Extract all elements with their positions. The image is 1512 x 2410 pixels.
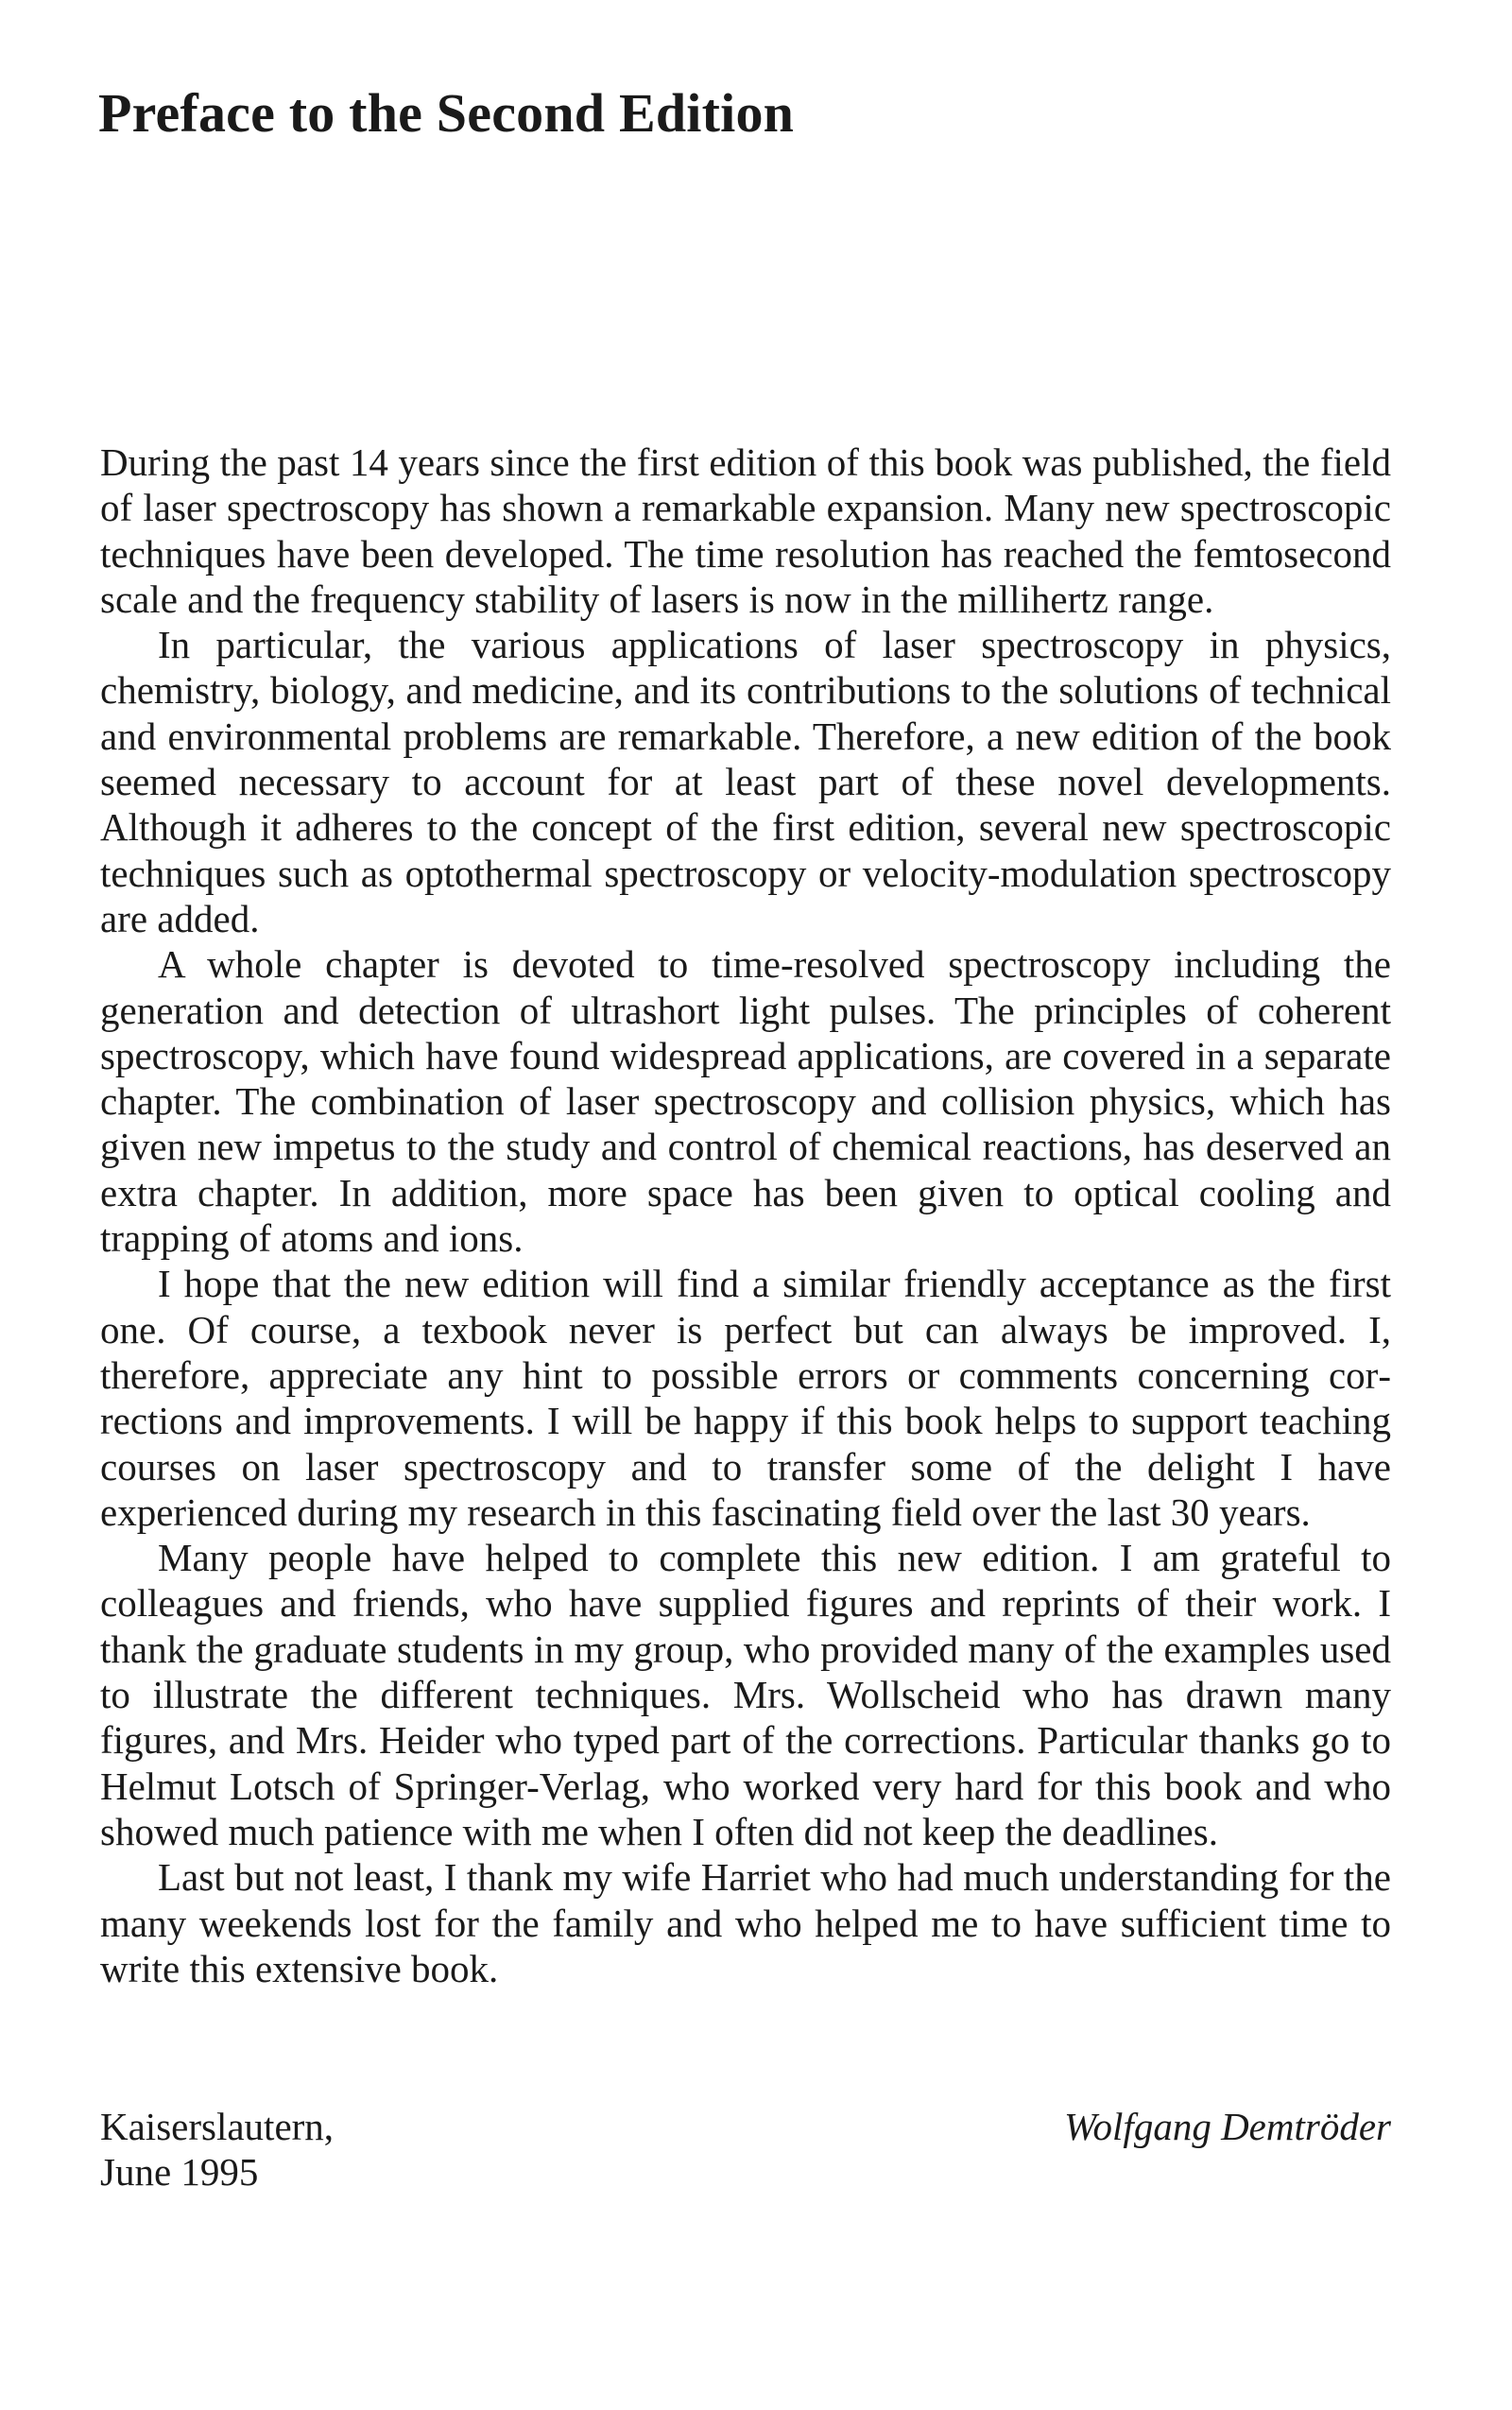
paragraph-1: During the past 14 years since the first edition of this book was published, the field of laser spectroscopy has shown a remarkable expansion. Many new spectroscopic techniques have been developed. The time resolution has reached the femtosecond scale and the frequency stability of lasers is now in the millihertz range. bbox=[100, 440, 1391, 621]
signoff-author: Wolfgang Demtröder bbox=[1064, 2105, 1391, 2148]
paragraph-6: Last but not least, I thank my wife Harriet who had much understanding for the many weekends lost for the family and who helped me to have sufficient time to write this extensive book. bbox=[100, 1855, 1391, 1990]
signoff-date: June 1995 bbox=[100, 2150, 259, 2195]
page-title: Preface to the Second Edition bbox=[98, 82, 795, 144]
paragraph-4: I hope that the new edition will find a similar friendly acceptance as the first one. Of course, a texbook never is perfect but can always be improved. I, therefore, appreciate any hint to possible errors or comments concerning corrections and improvements. I will be happy if this book helps to support teaching courses on laser spectroscopy and to transfer some of the delight I have experienced during my research in this fascinating field over the last 30 years. bbox=[100, 1262, 1391, 1534]
signoff-place: Kaiserslautern, bbox=[100, 2105, 335, 2148]
paragraph-5: Many people have helped to complete this new edition. I am grateful to colleagues and friends, who have supplied figures and reprints of their work. I thank the graduate students in my group, who provided many of the examples used to illustrate the different techniques. Mrs. Wollscheid who has drawn many figures, and Mrs. Heider who typed part of the corrections. Particular thanks go to Helmut Lotsch of Springer-Verlag, who worked very hard for this book and who showed much patience with me when I often did not keep the deadlines. bbox=[100, 1536, 1391, 1853]
paragraph-3: A whole chapter is devoted to time-resolved spectroscopy including the generation and detection of ultrashort light pulses. The principles of coherent spectroscopy, which have found widespread applications, are covered in a separate chapter. The combination of laser spectroscopy and collision physics, which has given new impetus to the study and control of chemical reactions, has deserved an extra chapter. In addition, more space has been given to optical cooling and trapping of atoms and ions. bbox=[100, 942, 1391, 1261]
place-date bbox=[100, 2104, 334, 2195]
paragraph-2: In particular, the various applications of laser spectroscopy in physics, chemistry, biology, and medicine, and its contributions to the solutions of technical and environmental problems are remarkable. Therefore, a new edition of the book seemed necessary to account for at least part of these novel developments. Although it adheres to the concept of the first edition, several new spectroscopic techniques such as optothermal spectroscopy or velocity-modulation spectroscopy are added. bbox=[100, 623, 1391, 940]
preface-body bbox=[100, 439, 1391, 1991]
